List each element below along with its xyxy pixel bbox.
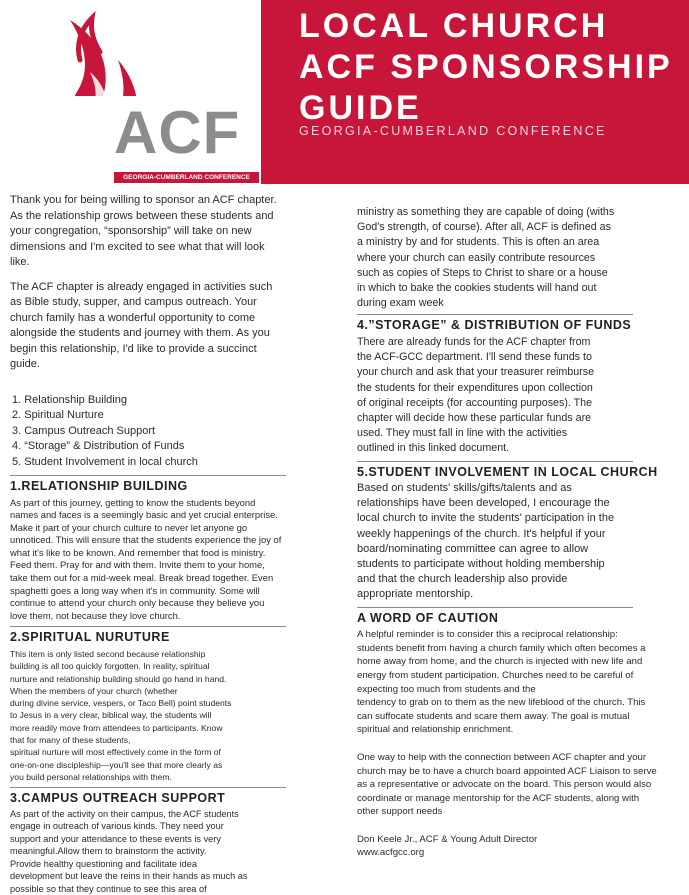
text-line: God's strength, of course). After all, ACF is defined as bbox=[357, 221, 611, 234]
text-line: the ACF-GCC department. I'll send these funds to bbox=[357, 351, 592, 364]
divider bbox=[357, 607, 633, 608]
text-line: spiritual nurture will most effectively come in the form of bbox=[10, 747, 221, 758]
divider bbox=[10, 787, 286, 788]
text-line: This item is only listed second because relationship bbox=[10, 648, 206, 659]
text-line: building is all too quickly forgotten. In reality, spiritual bbox=[10, 661, 210, 672]
title-line: LOCAL CHURCH bbox=[299, 7, 609, 45]
text-line: more readily move from attendees to participants. Know bbox=[10, 722, 223, 733]
section-heading: 1.RELATIONSHIP BUILDING bbox=[10, 479, 188, 493]
title-line: ACF SPONSORSHIP bbox=[299, 48, 673, 86]
text-line: as a representative or advocate on the board. This person would also bbox=[357, 779, 652, 791]
text-line: When the members of your church (whether bbox=[10, 685, 178, 696]
text-line: outlined in this linked document. bbox=[357, 442, 510, 455]
text-line: support and your attendance to these events is very bbox=[10, 833, 221, 844]
section-body bbox=[357, 628, 683, 737]
text-line: in which to bake the cookies students will hand out bbox=[357, 282, 597, 295]
logo-text: ACF bbox=[114, 99, 241, 166]
list-item: 5. Student Involvement in local church bbox=[12, 455, 198, 468]
text-line: home away from home, and the church is injected with new life and bbox=[357, 656, 643, 668]
text-line: you build personal relationships with them. bbox=[10, 771, 172, 782]
text-line: A helpful reminder is to consider this a reciprocal relationship: bbox=[357, 629, 618, 641]
section-heading: 2.SPIRITUAL NURUTURE bbox=[10, 630, 170, 645]
text-line: development but leave the reins in their hands as much as bbox=[10, 871, 248, 882]
list-item: 1. Relationship Building bbox=[12, 393, 127, 406]
text-line: relationships have been developed, I encourage the bbox=[357, 497, 610, 510]
text-line: chapter will decide how these particular funds are bbox=[357, 411, 592, 424]
section-body bbox=[357, 335, 683, 457]
intro-paragraph: Thank you for being willing to sponsor an ACF chapter. As the relationship grows between these students and your congregation, “sponsorship” will take on new dimensions and I'm excited to see what that will look like. bbox=[10, 194, 277, 268]
text-line: and that the church leadership also provide bbox=[357, 573, 568, 586]
text-line: ministry as something they are capable of doing (withs bbox=[357, 206, 615, 218]
text-line: possible so that they continue to see this area of bbox=[10, 883, 207, 894]
text-line: where your church can easily contribute resources bbox=[357, 251, 596, 264]
divider bbox=[10, 626, 286, 627]
text-line: expecting too much from students and the bbox=[357, 683, 536, 695]
text-line: your church and ask that your treasurer reimburse bbox=[357, 366, 595, 379]
text-line: one-on-one discipleship—you'll see that more clearly as bbox=[10, 759, 223, 770]
text-line: energy from student participation. Churches need to be careful of bbox=[357, 669, 634, 681]
text-line: board/nominating committee can agree to allow bbox=[357, 542, 589, 555]
text-line: church may be to have a church board appointed ACF Liaison to serve bbox=[357, 765, 657, 777]
left-column bbox=[10, 193, 282, 895]
section-body: As part of this journey, getting to know the students beyond names and faces is a seemingly basic and yet crucial enterprise. Make it part of your church culture to never let anyone go unnoticed. This will ensure that the students experience the joy of what it's like to be known. And remember that food is ministry. Feed them. Pray for and with them. Invite them to your home, take them out for a mid-week meal. Break bread together. Even spaghetti goes a long way when it's in community. Some will continue to attend your church only because they believe you love them, not because they love church. bbox=[10, 496, 282, 621]
section-body bbox=[10, 648, 282, 783]
text-line: of original receipts (for accounting purposes). The bbox=[357, 396, 593, 409]
text-line: during exam week bbox=[357, 297, 444, 310]
text-line: that for many of these students, bbox=[10, 735, 131, 746]
intro-paragraph: The ACF chapter is already engaged in activities such as Bible study, supper, and campus outreach. Your church family has a wonderful opportunity to come alongside the students and journey with them. As you begin this relationship, I'd like to provide a succinct guide. bbox=[10, 280, 273, 370]
text-line: weekly happenings of the church. It's helpful if your bbox=[357, 527, 606, 540]
text-line: such as copies of Steps to Christ to share or a house bbox=[357, 266, 608, 279]
text-line: to Jesus in a very clear, biblical way, the students will bbox=[10, 710, 212, 721]
page-subtitle: GEORGIA-CUMBERLAND CONFERENCE bbox=[299, 124, 607, 138]
signature-name: Don Keele Jr., ACF & Young Adult Director bbox=[357, 833, 538, 845]
page-title bbox=[299, 6, 673, 129]
text-line: students to participate without holding membership bbox=[357, 558, 605, 571]
text-line: coordinate or manage mentorship for the ACF students, along with bbox=[357, 792, 640, 804]
logo-subtext: GEORGIA-CUMBERLAND CONFERENCE bbox=[114, 172, 259, 183]
text-line: There are already funds for the ACF chapter from bbox=[357, 335, 591, 348]
text-line: As part of the activity on their campus, the ACF students bbox=[10, 808, 239, 819]
text-line: appropriate mentorship. bbox=[357, 588, 474, 601]
toc-list bbox=[12, 393, 282, 471]
text-line: during divine service, vespers, or Taco Bell) point students bbox=[10, 698, 232, 709]
section-heading: 3.CAMPUS OUTREACH SUPPORT bbox=[10, 791, 226, 806]
text-line: other support needs bbox=[357, 806, 443, 818]
title-banner bbox=[261, 0, 689, 184]
website-link[interactable]: www.acfgcc.org bbox=[357, 847, 425, 859]
text-line: Provide healthy questioning and facilitate idea bbox=[10, 858, 197, 869]
section-heading: 4.”STORAGE” & DISTRIBUTION OF FUNDS bbox=[357, 318, 632, 333]
text-line: can suffocate students and scare them away. The goal is mutual bbox=[357, 710, 630, 722]
list-item: 4. “Storage” & Distribution of Funds bbox=[12, 440, 185, 452]
divider bbox=[357, 314, 633, 315]
section-heading: A WORD OF CAUTION bbox=[357, 610, 499, 625]
section-body bbox=[10, 808, 282, 895]
text-line: nurture and relationship building should go hand in hand. bbox=[10, 673, 227, 684]
acf-logo bbox=[30, 96, 259, 187]
title-line: GUIDE bbox=[299, 89, 422, 127]
section-body bbox=[357, 481, 683, 603]
divider bbox=[10, 475, 286, 476]
signature-block bbox=[357, 833, 683, 860]
text-line: used. They must fall in line with the activities bbox=[357, 427, 568, 440]
text-line: the students for their expenditures upon collection bbox=[357, 381, 593, 394]
text-line: One way to help with the connection between ACF chapter and your bbox=[357, 751, 647, 763]
divider bbox=[357, 461, 633, 462]
text-line: spiritual and relationship enrichment. bbox=[357, 724, 514, 736]
text-line: engage in outreach of various kinds. They need your bbox=[10, 821, 224, 832]
text-line: Based on students' skills/gifts/talents and as bbox=[357, 482, 572, 495]
closing-paragraph bbox=[357, 751, 683, 819]
section-body-continued bbox=[357, 205, 683, 311]
text-line: local church to invite the students' participation in the bbox=[357, 512, 615, 525]
text-line: meaningful.Allow them to brainstorm the activity. bbox=[10, 846, 207, 857]
right-column bbox=[357, 205, 683, 860]
text-line: students benefit from having a church family which often becomes a bbox=[357, 642, 646, 654]
list-item: 2. Spiritual Nurture bbox=[12, 409, 104, 421]
text-line: tendency to grab on to them as the new lifeblood of the church. This bbox=[357, 697, 646, 709]
text-line: a ministry by and for students. This is often an area bbox=[357, 236, 600, 249]
list-item: 3. Campus Outreach Support bbox=[12, 424, 156, 437]
section-heading: 5.STUDENT INVOLVEMENT IN LOCAL CHURCH bbox=[357, 464, 658, 479]
